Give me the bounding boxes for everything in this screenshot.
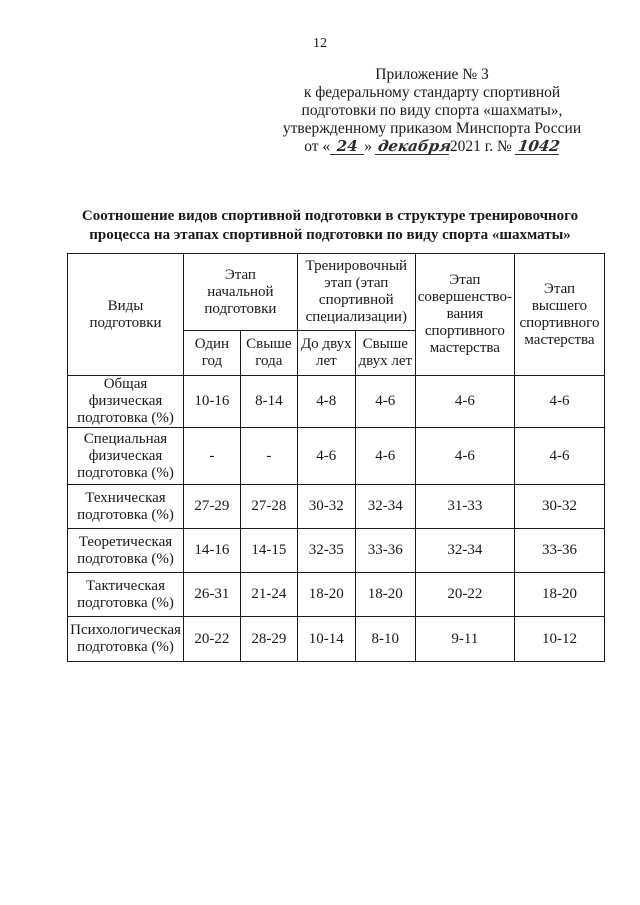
cell-value: 33-36 [355,529,415,573]
cell-value: - [240,428,297,485]
table-row [68,617,605,662]
row-type-label: Техническая подготовка (%) [68,485,184,529]
cell-value: 18-20 [297,573,355,617]
title-line-1: Соотношение видов спортивной подготовки в структуре тренировочного [81,208,579,224]
cell-value: 28-29 [240,617,297,662]
cell-value: 31-33 [415,485,514,529]
row-type-label: Тактическая подготовка (%) [68,573,184,617]
cell-value: 26-31 [183,573,240,617]
row-type-label: Специальная физическая подготовка (%) [68,428,184,485]
cell-value: 20-22 [415,573,514,617]
appendix-date-line [282,138,582,156]
cell-value: 4-6 [514,376,604,428]
cell-value: 4-6 [355,428,415,485]
handwritten-order-number: 1042 [516,137,561,155]
row-type-label: Общая физическая подготовка (%) [68,376,184,428]
header-stage-highest: Этап высшего спортивного мастерства [514,254,604,376]
cell-value: 8-10 [355,617,415,662]
appendix-header [282,66,582,156]
cell-value: 18-20 [355,573,415,617]
appendix-line-1: Приложение № 3 [375,66,489,83]
cell-value: 10-16 [183,376,240,428]
cell-value: - [183,428,240,485]
appendix-line-4: утвержденному приказом Минспорта России [282,120,582,137]
header-stage-improvement: Этап совершенство- вания спортивного мастерства [415,254,514,376]
document-title [60,207,600,245]
header-stage-training: Тренировочный этап (этап спортивной специализации) [297,254,415,331]
appendix-line-2: к федеральному стандарту спортивной [303,84,561,101]
cell-value: 18-20 [514,573,604,617]
cell-value: 32-34 [355,485,415,529]
header-initial-over-year: Свыше года [240,331,297,376]
header-initial-one-year: Один год [183,331,240,376]
cell-value: 14-16 [183,529,240,573]
cell-value: 4-6 [297,428,355,485]
appendix-line-3: подготовки по виду спорта «шахматы», [301,102,563,119]
header-training-up-to-two: До двух лет [297,331,355,376]
cell-value: 27-29 [183,485,240,529]
table-row [68,485,605,529]
table-row [68,376,605,428]
cell-value: 8-14 [240,376,297,428]
cell-value: 21-24 [240,573,297,617]
handwritten-day: 24 [330,138,364,155]
cell-value: 4-6 [415,428,514,485]
cell-value: 33-36 [514,529,604,573]
cell-value: 4-8 [297,376,355,428]
header-stage-initial: Этап начальной подготовки [183,254,297,331]
table-row [68,529,605,573]
title-line-2: процесса на этапах спортивной подготовки по виду спорта «шахматы» [89,227,571,243]
handwritten-month: декабря [376,137,453,155]
page-number: 12 [313,36,327,51]
cell-value: 10-14 [297,617,355,662]
table-row [68,573,605,617]
cell-value: 14-15 [240,529,297,573]
cell-value: 32-35 [297,529,355,573]
header-types: Виды подготовки [68,254,184,376]
header-training-over-two: Свыше двух лет [355,331,415,376]
cell-value: 9-11 [415,617,514,662]
training-ratio-table [67,253,605,662]
date-year: 2021 г. № [449,138,512,155]
table-header-row [68,254,605,331]
date-prefix: от « [304,138,331,155]
row-type-label: Психологическая подготовка (%) [68,617,184,662]
cell-value: 20-22 [183,617,240,662]
date-quote-close: » [364,138,372,155]
cell-value: 27-28 [240,485,297,529]
row-type-label: Теоретическая подготовка (%) [68,529,184,573]
cell-value: 30-32 [297,485,355,529]
cell-value: 32-34 [415,529,514,573]
cell-value: 4-6 [415,376,514,428]
cell-value: 4-6 [355,376,415,428]
cell-value: 30-32 [514,485,604,529]
table-row [68,428,605,485]
cell-value: 10-12 [514,617,604,662]
cell-value: 4-6 [514,428,604,485]
